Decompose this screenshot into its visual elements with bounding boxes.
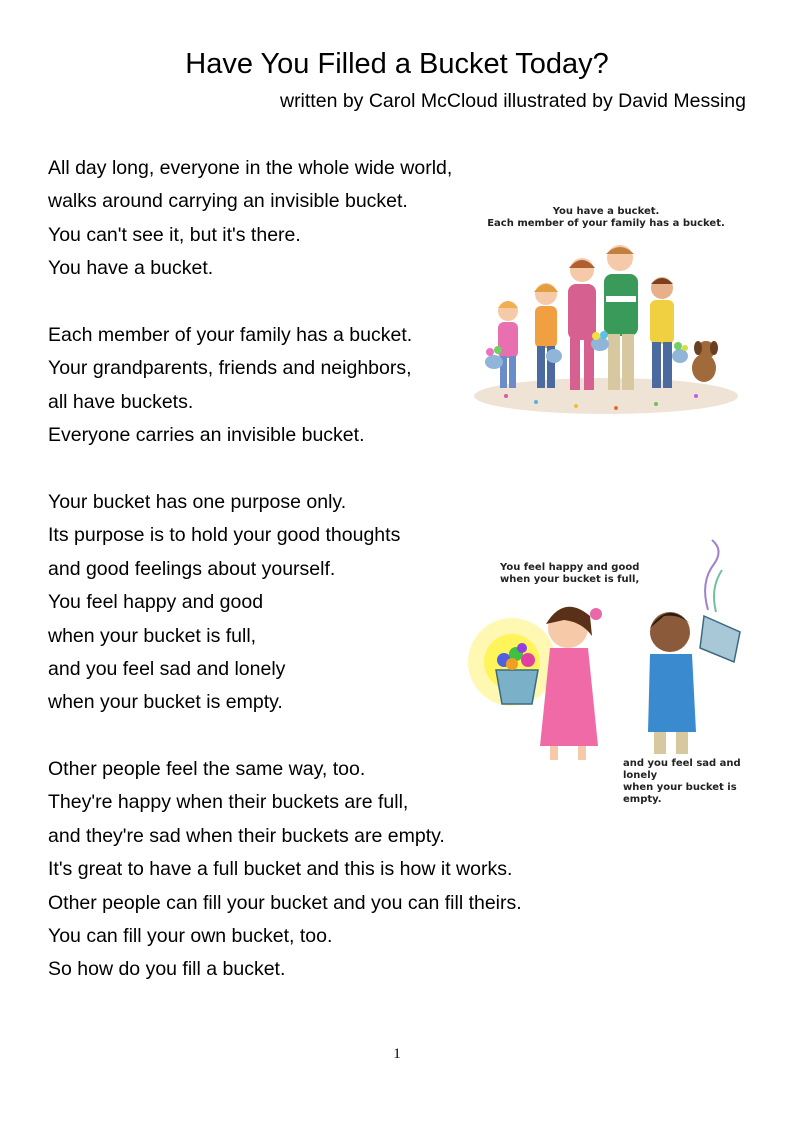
caption-line: You have a bucket.: [552, 206, 660, 217]
text-line: You can't see it, but it's there.: [48, 223, 301, 246]
sad-caption: [623, 758, 757, 806]
text-line: all have buckets.: [48, 390, 194, 413]
text-line: Its purpose is to hold your good thoughts: [48, 524, 401, 547]
text-line: Other people can fill your bucket and you can fill theirs.: [48, 891, 522, 914]
text-line: They're happy when their buckets are full,: [48, 791, 409, 814]
caption-line: You feel happy and good: [500, 562, 640, 573]
caption-line: and you feel sad and lonely: [623, 758, 741, 781]
byline: written by Carol McCloud illustrated by David Messing: [279, 90, 746, 112]
dog-figure: [692, 341, 718, 382]
text-line: when your bucket is empty.: [48, 691, 283, 714]
text-line: It's great to have a full bucket and this is how it works.: [48, 858, 513, 881]
text-line: You have a bucket.: [48, 257, 214, 280]
paragraph-2: [48, 319, 412, 453]
children-illustration: [464, 536, 758, 805]
text-line: Everyone carries an invisible bucket.: [48, 424, 365, 447]
page-title: Have You Filled a Bucket Today?: [185, 48, 609, 80]
text-line: You can fill your own bucket, too.: [48, 925, 333, 948]
text-line: All day long, everyone in the whole wide world,: [48, 157, 453, 179]
happy-girl-figure: [540, 607, 602, 760]
text-line: Your grandparents, friends and neighbors,: [48, 357, 412, 380]
caption-line: Each member of your family has a bucket.: [487, 218, 725, 229]
text-line: walks around carrying an invisible bucket.: [48, 190, 408, 213]
caption-line: when your bucket is empty.: [623, 782, 737, 805]
text-line: Other people feel the same way, too.: [48, 758, 366, 780]
mother-figure: [568, 258, 596, 390]
girl-figure: [485, 301, 518, 388]
text-line: and they're sad when their buckets are empty.: [48, 824, 445, 847]
text-line: and you feel sad and lonely: [48, 658, 286, 681]
page-number: 1: [393, 1046, 401, 1062]
paragraph-1: [48, 152, 452, 286]
boy-figure: [650, 277, 688, 388]
text-line: So how do you fill a bucket.: [48, 958, 286, 981]
family-drawing: [466, 196, 746, 420]
girl-figure: [534, 283, 562, 388]
empty-bucket: [700, 540, 740, 662]
text-line: and good feelings about yourself.: [48, 557, 336, 580]
paragraph-3: [48, 486, 400, 720]
text-line: Your bucket has one purpose only.: [48, 491, 347, 513]
sad-boy-figure: [648, 612, 696, 754]
text-line: when your bucket is full,: [48, 624, 257, 647]
father-figure: [591, 245, 638, 390]
happy-caption: [500, 562, 650, 586]
family-illustration: [466, 196, 746, 420]
paragraph-4: [48, 753, 522, 987]
text-line: Each member of your family has a bucket.: [48, 324, 413, 346]
text-line: You feel happy and good: [48, 591, 264, 614]
caption-line: when your bucket is full,: [500, 574, 640, 585]
